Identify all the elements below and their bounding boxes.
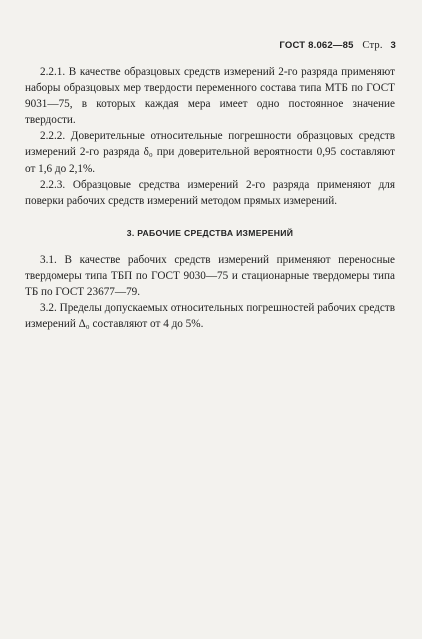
section-3-title: 3. РАБОЧИЕ СРЕДСТВА ИЗМЕРЕНИЙ <box>126 227 294 238</box>
paragraph-2-2-3: 2.2.3. Образцовые средства измерений 2-го разряда применяют для поверки рабочих средств измерений методом прямых измерений. <box>25 178 395 207</box>
page-label: Стр. <box>362 40 383 51</box>
standard-designation: ГОСТ 8.062—85 <box>279 40 354 51</box>
document-body <box>25 64 395 332</box>
paragraph-3-2: 3.2. Пределы допускаемых относительных погрешностей рабочих средств измерений Δ₀ составляют от 4 до 5%. <box>25 302 395 331</box>
page-header <box>279 40 396 51</box>
paragraph-3-1: 3.1. В качестве рабочих средств измерений применяют переносные твердомеры типа ТБП по ГОСТ 9030—75 и стационарные твердомеры типа ТБ по ГОСТ 23677—79. <box>25 253 395 299</box>
paragraph-2-2-2: 2.2.2. Доверительные относительные погрешности образцовых средств измерений 2-го разряда δ₀ при доверительной вероятности 0,95 составляют от 1,6 до 2,1%. <box>25 130 395 175</box>
paragraph-2-2-1: 2.2.1. В качестве образцовых средств измерений 2-го разряда применяют наборы образцовых мер твердости переменного состава типа МТБ по ГОСТ 9031—75, в которых каждая мера имеет одно постоянное значение твердости. <box>25 66 395 127</box>
page-number: 3 <box>390 40 396 51</box>
